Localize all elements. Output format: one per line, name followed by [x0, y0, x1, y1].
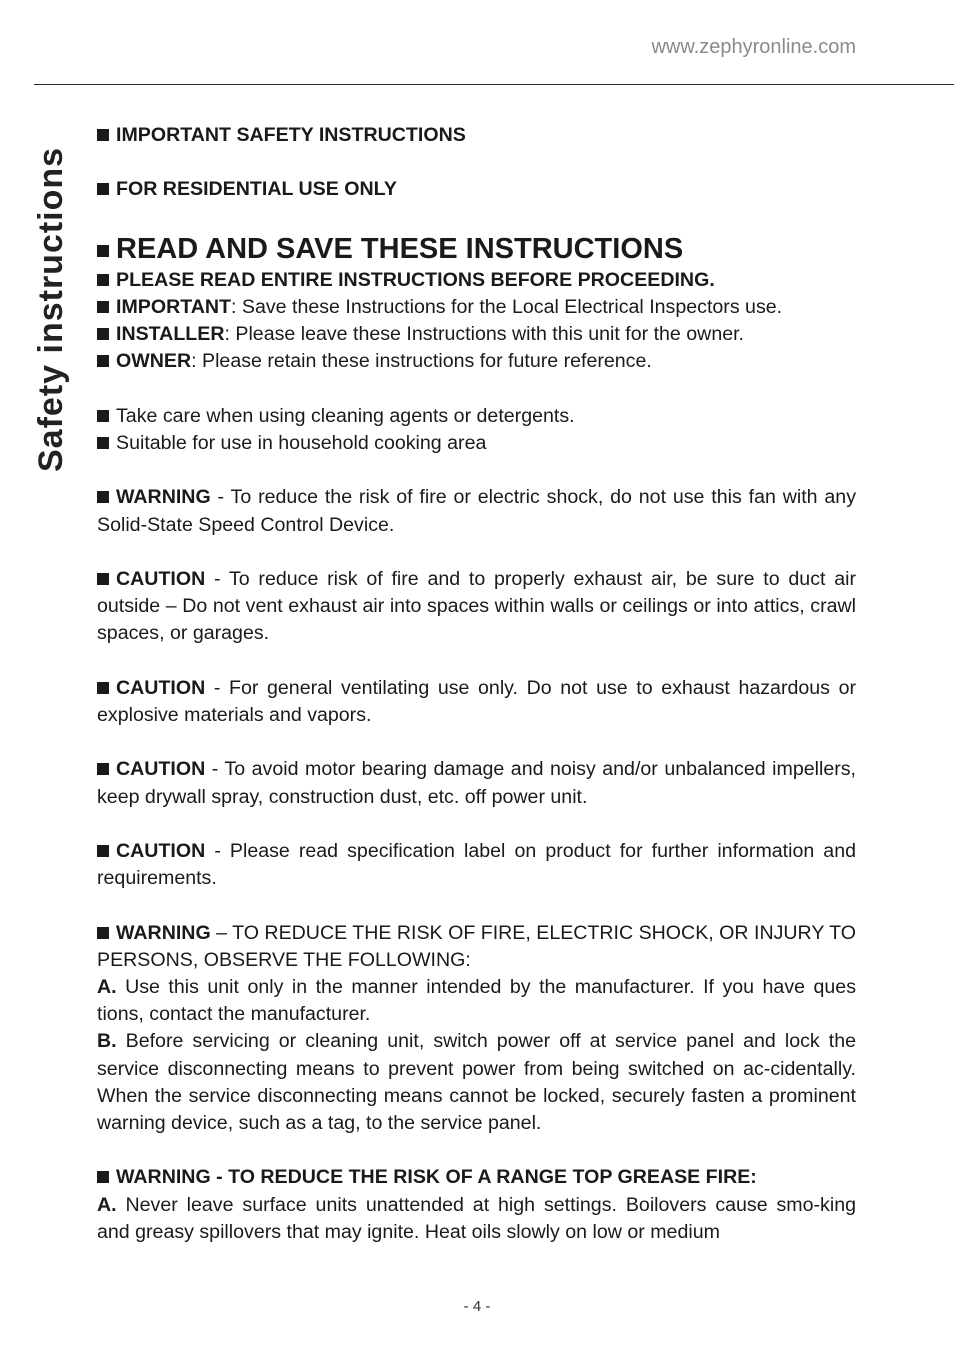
warning-grease-fire-heading: WARNING - TO REDUCE THE RISK OF A RANGE TOP GREASE FIRE:: [97, 1164, 856, 1191]
bullet-square-icon: [97, 682, 109, 694]
warning-item-b: B. Before servicing or cleaning unit, switch power off at service panel and lock the service disconnecting means to prevent power from being switched on ac-cidentally. When the service disconnecting means cannot be locked, securely fasten a prominent warning device, such as a tag, to the service panel.: [97, 1030, 856, 1134]
grease-fire-item-a: A. Never leave surface units unattended at high settings. Boilovers cause smo-king and greasy spillovers that may ignite. Heat oils slowly on low or medium: [97, 1193, 856, 1243]
bullet-square-icon: [97, 927, 109, 939]
header-divider: [34, 84, 954, 85]
website-url: www.zephyronline.com: [651, 36, 856, 58]
bullet-square-icon: [97, 763, 109, 775]
bullet-square-icon: [97, 410, 109, 422]
bullet-square-icon: [97, 437, 109, 449]
section-title-vertical: Safety instructions: [32, 146, 70, 472]
bullet-square-icon: [97, 845, 109, 857]
residential-heading: FOR RESIDENTIAL USE ONLY: [97, 176, 856, 203]
important-line: IMPORTANT: Save these Instructions for the Local Electrical Inspectors use.: [97, 294, 856, 321]
bullet-square-icon: [97, 573, 109, 585]
bullet-square-icon: [97, 183, 109, 195]
important-safety-heading: IMPORTANT SAFETY INSTRUCTIONS: [97, 122, 856, 149]
caution-general-ventilating: CAUTION - For general ventilating use only. Do not use to exhaust hazardous or explosive materials and vapors.: [97, 676, 856, 726]
read-save-heading: READ AND SAVE THESE INSTRUCTIONS: [97, 231, 856, 267]
bullet-square-icon: [97, 328, 109, 340]
page-number: - 4 -: [463, 1298, 491, 1315]
bullet-square-icon: [97, 245, 109, 257]
warning-item-a: A. Use this unit only in the manner intended by the manufacturer. If you have ques tions, contact the manufacturer.: [97, 975, 911, 1026]
please-read-line: PLEASE READ ENTIRE INSTRUCTIONS BEFORE PROCEEDING.: [97, 267, 856, 294]
bullet-square-icon: [97, 129, 109, 141]
owner-line: OWNER: Please retain these instructions for future reference.: [97, 348, 856, 375]
caution-specification-label: CAUTION - Please read specification label on product for further information and requirements.: [97, 839, 856, 890]
warning-fire-shock-injury: WARNING – TO REDUCE THE RISK OF FIRE, ELECTRIC SHOCK, OR INJURY TO PERSONS, OBSERVE THE FOLLOWING:: [97, 921, 856, 971]
bullet-square-icon: [97, 301, 109, 313]
bullet-square-icon: [97, 491, 109, 503]
bullet-square-icon: [97, 1171, 109, 1183]
caution-motor-bearing: CAUTION - To avoid motor bearing damage and noisy and/or unbalanced impellers, keep drywall spray, construction dust, etc. off power unit.: [97, 758, 856, 808]
bullet-square-icon: [97, 355, 109, 367]
bullet-square-icon: [97, 274, 109, 286]
installer-line: INSTALLER: Please leave these Instructions with this unit for the owner.: [97, 321, 856, 348]
cleaning-line: Take care when using cleaning agents or detergents.: [97, 403, 856, 430]
caution-duct-outside: CAUTION - To reduce risk of fire and to properly exhaust air, be sure to duct air outside – Do not vent exhaust air into spaces within walls or ceilings or into attics, crawl spaces, or garages.: [97, 567, 856, 645]
warning-speed-control: WARNING - To reduce the risk of fire or electric shock, do not use this fan with any Solid-State Speed Control Device.: [97, 486, 856, 536]
suitable-line: Suitable for use in household cooking area: [97, 430, 856, 457]
instructions-body: [97, 122, 911, 1246]
